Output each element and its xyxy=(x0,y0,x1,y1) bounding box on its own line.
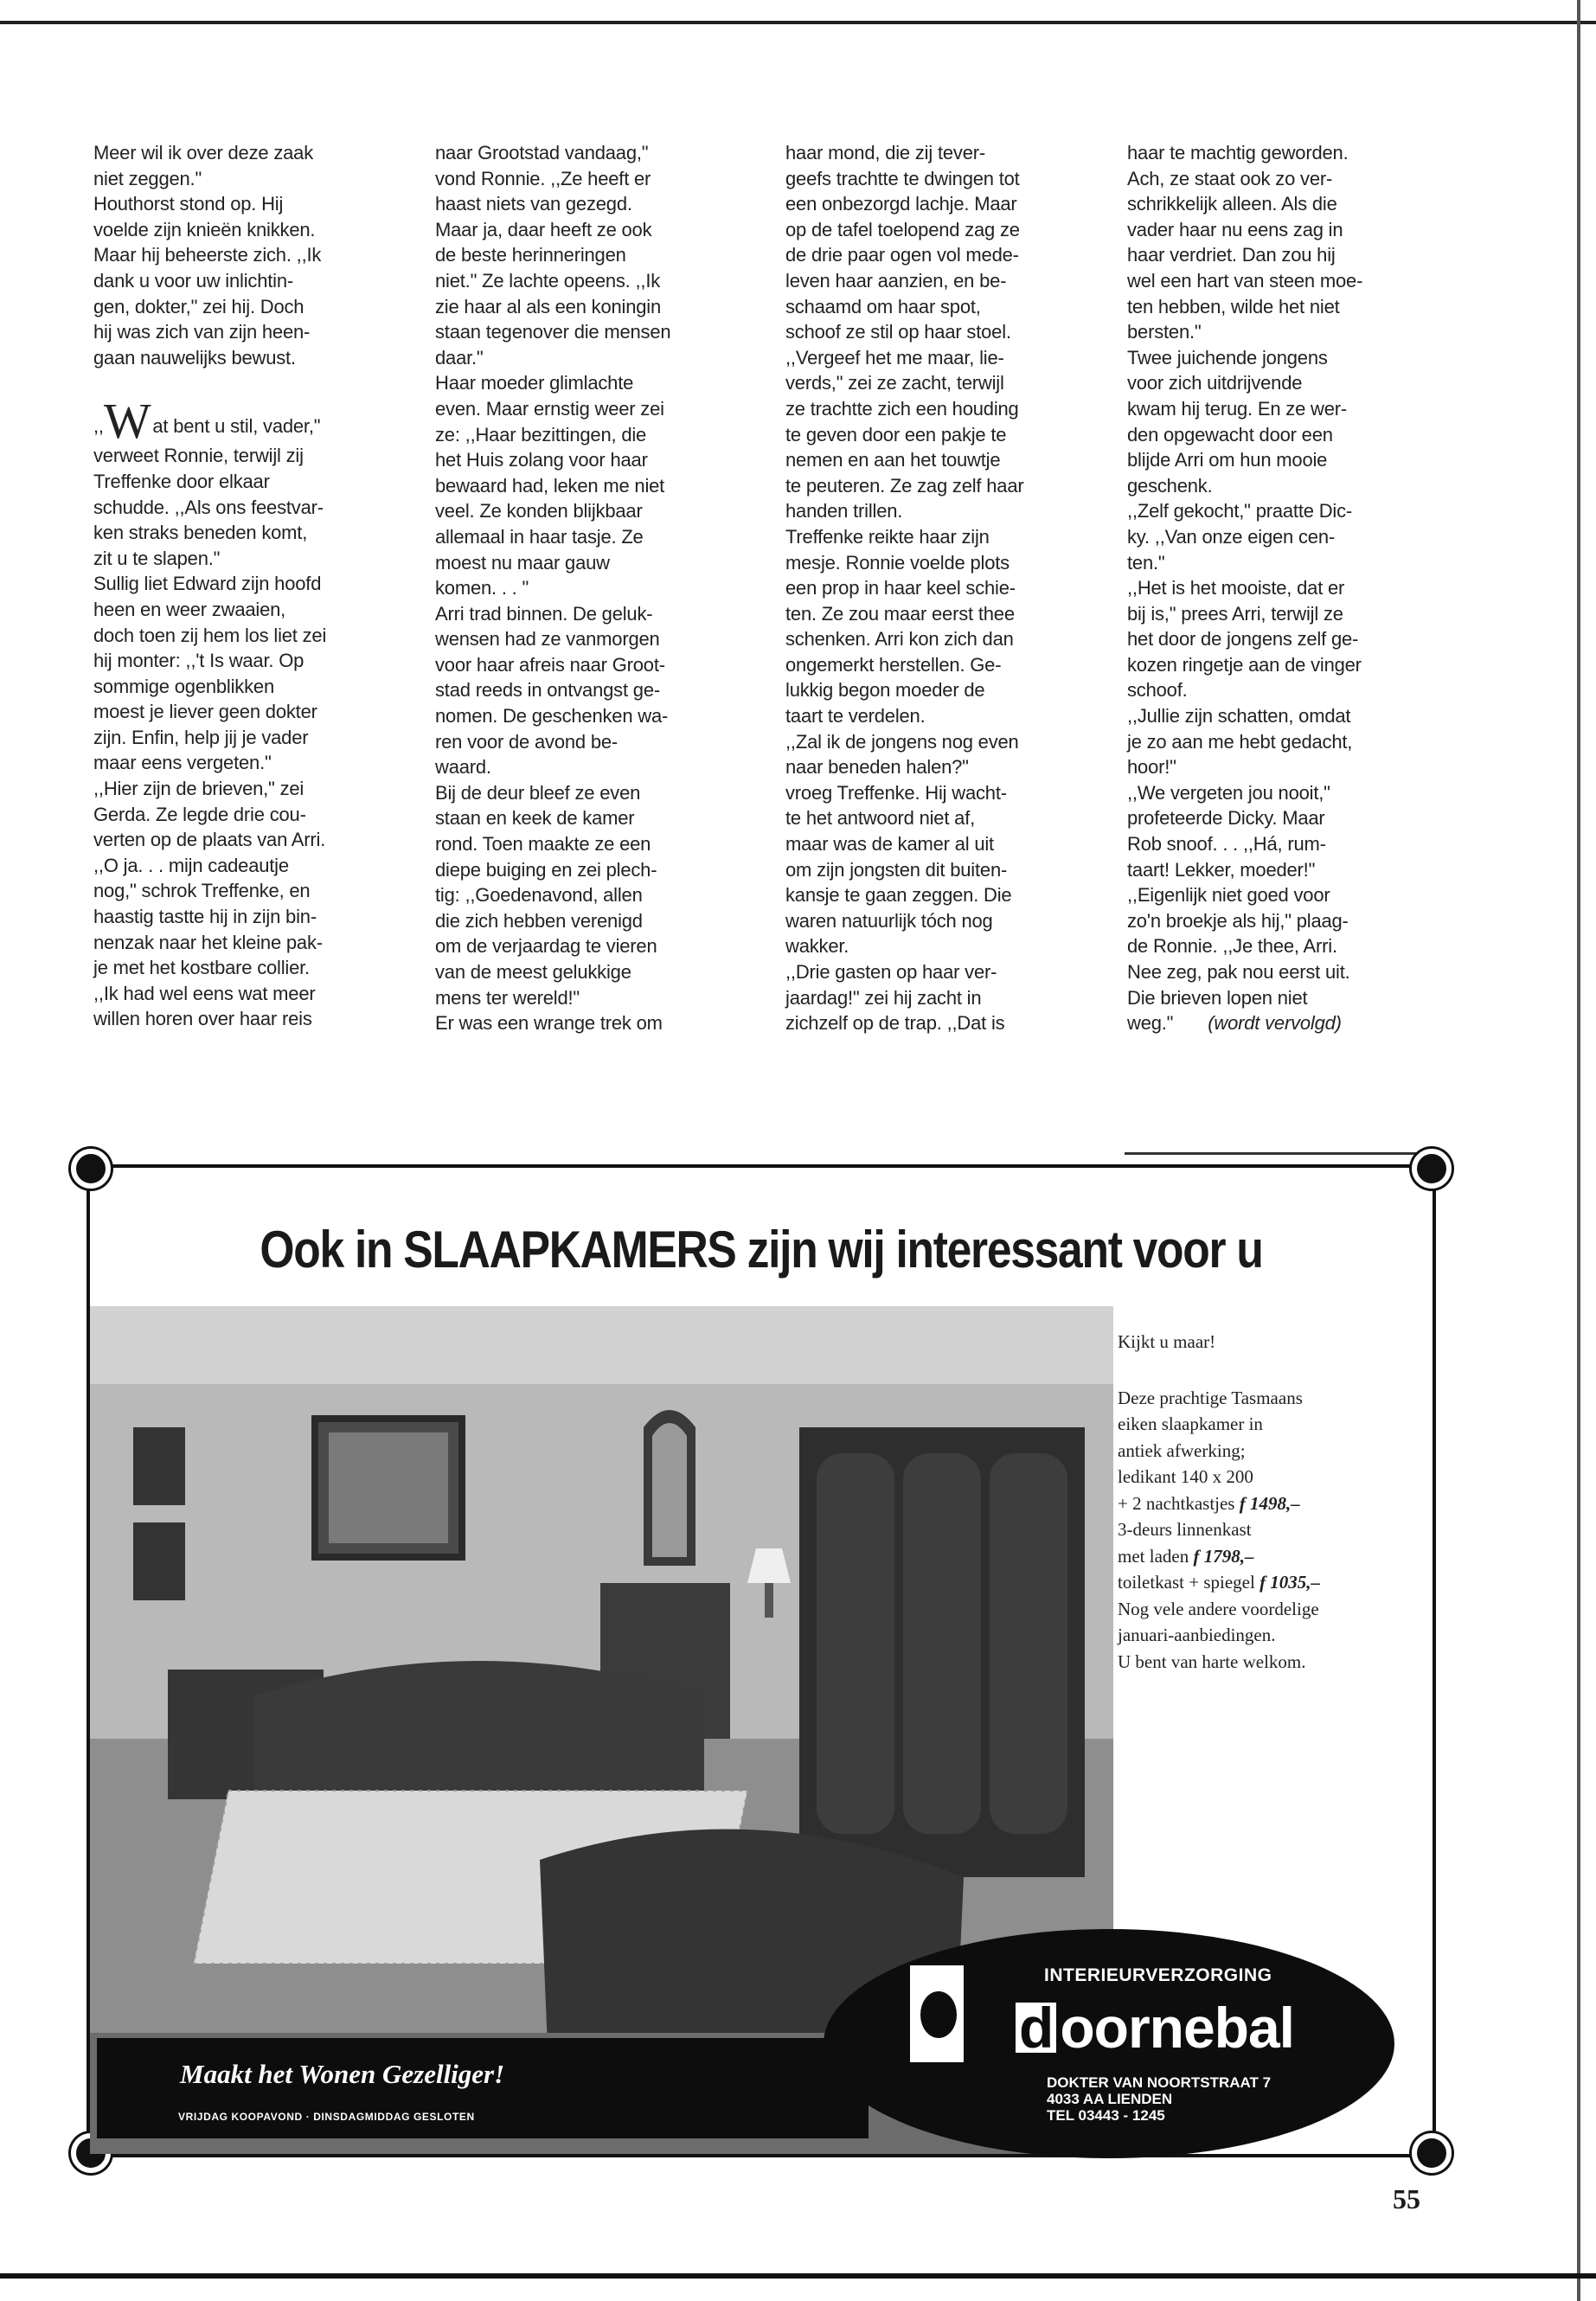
text-line: verds," zei ze zacht, terwijl xyxy=(785,372,1004,394)
corner-ornament xyxy=(71,1149,111,1189)
text-line: Sullig liet Edward zijn hoofd xyxy=(93,573,322,595)
description-text: 3-deurs linnenkast xyxy=(1118,1519,1252,1540)
text-line: even. Maar ernstig weer zei xyxy=(435,397,664,420)
text-line: ,,Jullie zijn schatten, omdat xyxy=(1127,705,1351,727)
logo-address xyxy=(1047,2074,1271,2124)
text-line: Arri trad binnen. De geluk- xyxy=(435,602,653,625)
text-line: geefs trachtte te dwingen tot xyxy=(785,167,1020,189)
text-line: niet zeggen." xyxy=(93,167,202,189)
text-line: staan en keek de kamer xyxy=(435,807,635,830)
description-line xyxy=(1118,1622,1420,1649)
description-text: ledikant 140 x 200 xyxy=(1118,1466,1253,1487)
text-line: haar mond, die zij tever- xyxy=(785,142,985,163)
text-line: kwam hij terug. En ze wer- xyxy=(1127,397,1347,420)
text-line: ,,Ik had wel eens wat meer xyxy=(93,982,316,1004)
text-line: mens ter wereld!" xyxy=(435,986,580,1009)
text-line: Treffenke door elkaar xyxy=(93,470,270,492)
article-end-rule xyxy=(1125,1152,1427,1155)
dropcap-letter: W xyxy=(103,393,151,450)
text-line: bij is," prees Arri, terwijl ze xyxy=(1127,602,1343,625)
text-line: verweet Ronnie, terwijl zij xyxy=(93,445,304,467)
description-text: toiletkast + spiegel xyxy=(1118,1572,1260,1593)
text-line: rond. Toen maakte ze een xyxy=(435,833,651,856)
text-line: bewaard had, leken me niet xyxy=(435,474,665,497)
right-edge-rule xyxy=(1577,0,1580,2301)
text-line: naar beneden halen?" xyxy=(785,756,969,779)
description-line xyxy=(1118,1569,1420,1596)
text-line: moest nu maar gauw xyxy=(435,551,610,574)
text-line: profeteerde Dicky. Maar xyxy=(1127,807,1325,830)
logo-mark xyxy=(910,1965,1007,2062)
text-line: ten hebben, wilde het niet xyxy=(1127,295,1340,317)
text-line: waren natuurlijk tóch nog xyxy=(785,909,993,932)
text-line: Twee juichende jongens xyxy=(1127,346,1328,369)
text-line: ,,We vergeten jou nooit," xyxy=(1127,781,1330,804)
article-column-4 xyxy=(1127,140,1449,1036)
text-line: om de verjaardag te vieren xyxy=(435,935,657,958)
text-line: Houthorst stond op. Hij xyxy=(93,193,284,215)
description-text: eiken slaapkamer in xyxy=(1118,1413,1263,1434)
text-line: het door de jongens zelf ge- xyxy=(1127,628,1359,651)
article-column-2 xyxy=(435,140,757,1036)
text-line: haast niets van gezegd. xyxy=(435,193,632,215)
slogan-banner xyxy=(97,2038,869,2138)
article-last-line xyxy=(1127,1010,1449,1036)
ad-intro: Kijkt u maar! xyxy=(1118,1331,1216,1352)
text-line: ,,Vergeef het me maar, lie- xyxy=(785,346,1004,369)
text-line: vroeg Treffenke. Hij wacht- xyxy=(785,781,1007,804)
text-line: sommige ogenblikken xyxy=(93,675,274,697)
ad-description xyxy=(1118,1329,1420,1675)
corner-ornament xyxy=(1412,1149,1452,1189)
text-line: te peuteren. Ze zag zelf haar xyxy=(785,474,1024,497)
text-line: Ach, ze staat ook zo ver- xyxy=(1127,167,1333,189)
text-line: allemaal in haar tasje. Ze xyxy=(435,525,644,548)
description-line xyxy=(1118,1490,1420,1517)
text-line: handen trillen. xyxy=(785,500,903,522)
text-line: ken straks beneden komt, xyxy=(93,522,308,544)
text-line: die zich hebben verenigd xyxy=(435,909,643,932)
text-line: blijde Arri om hun mooie xyxy=(1127,449,1328,471)
text-line: maar eens vergeten." xyxy=(93,752,272,774)
text-line: doch toen zij hem los liet zei xyxy=(93,624,327,646)
logo-name-rest: oornebal xyxy=(1060,1996,1295,2060)
description-text: Nog vele andere voordelige xyxy=(1118,1598,1319,1619)
description-text: Deze prachtige Tasmaans xyxy=(1118,1387,1303,1408)
text-line: Bij de deur bleef ze even xyxy=(435,781,641,804)
top-rule xyxy=(0,21,1596,24)
text-line: kansje te gaan zeggen. Die xyxy=(785,884,1012,907)
text-line: Maar ja, daar heeft ze ook xyxy=(435,218,652,240)
text-line: Er was een wrange trek om xyxy=(435,1012,663,1035)
text-line: hoor!" xyxy=(1127,756,1176,779)
corner-ornament xyxy=(1412,2133,1452,2173)
text-line: haastig tastte hij in zijn bin- xyxy=(93,906,317,928)
text-line: nenzak naar het kleine pak- xyxy=(93,931,323,953)
article-column-3 xyxy=(785,140,1107,1036)
text-line: maar was de kamer al uit xyxy=(785,833,994,856)
text-line: gen, dokter," zei hij. Doch xyxy=(93,295,304,317)
description-text: met laden xyxy=(1118,1545,1194,1567)
text-line: ,,Zal ik de jongens nog even xyxy=(785,730,1019,753)
text-line: tig: ,,Goedenavond, allen xyxy=(435,884,643,907)
text-line: de Ronnie. ,,Je thee, Arri. xyxy=(1127,935,1337,958)
text-line: ,,Drie gasten op haar ver- xyxy=(785,961,997,983)
text-line: de drie paar ogen vol mede- xyxy=(785,244,1019,266)
text-line: heen en weer zwaaien, xyxy=(93,598,286,620)
text-line: geschenk. xyxy=(1127,474,1213,497)
article-body xyxy=(93,140,1439,1135)
text-line: haar te machtig geworden. xyxy=(1127,142,1349,163)
description-text: januari-aanbiedingen. xyxy=(1118,1625,1276,1645)
description-line xyxy=(1118,1516,1420,1543)
text-line: schoof. xyxy=(1127,679,1188,702)
description-line xyxy=(1118,1411,1420,1438)
text-line: den opgewacht door een xyxy=(1127,423,1333,445)
description-text: U bent van harte welkom. xyxy=(1118,1650,1306,1672)
text-line: nog," schrok Treffenke, en xyxy=(93,880,311,902)
opening-hours: VRIJDAG KOOPAVOND · DINSDAGMIDDAG GESLOTEN xyxy=(178,2111,475,2123)
text-line: gaan nauwelijks bewust. xyxy=(93,346,296,369)
text-line: hij monter: ,,'t Is waar. Op xyxy=(93,650,304,672)
price: f 1798,– xyxy=(1193,1545,1254,1567)
continued-note: (wordt vervolgd) xyxy=(1208,1012,1342,1035)
text-line: schrikkelijk alleen. Als die xyxy=(1127,193,1337,215)
text-line: mesje. Ronnie voelde plots xyxy=(785,551,1010,574)
text-line: schaamd om haar spot, xyxy=(785,295,981,317)
dropcap-line xyxy=(93,393,415,450)
text-line: diepe buiging en zei plech- xyxy=(435,858,657,881)
text-line: te geven door een pakje te xyxy=(785,423,1007,445)
text-line: zichzelf op de trap. ,,Dat is xyxy=(785,1012,1005,1035)
description-text: antiek afwerking; xyxy=(1118,1439,1246,1461)
dropcap-rest: at bent u stil, vader," xyxy=(152,415,321,438)
text-line: veel. Ze konden blijkbaar xyxy=(435,500,643,522)
text-line: wensen had ze vanmorgen xyxy=(435,628,660,651)
text-line: op de tafel toelopend zag ze xyxy=(785,218,1020,240)
text-line: lukkig begon moeder de xyxy=(785,679,985,702)
text-line: van de meest gelukkige xyxy=(435,961,631,983)
text-line: zo'n broekje als hij," plaag- xyxy=(1127,909,1349,932)
text-line: komen. . . " xyxy=(435,577,529,599)
description-text: + 2 nachtkastjes xyxy=(1118,1492,1240,1514)
text-line: schoof ze stil op haar stoel. xyxy=(785,321,1011,343)
text-line: waard. xyxy=(435,756,491,779)
text-line: Meer wil ik over deze zaak xyxy=(93,142,314,163)
text-line: verten op de plaats van Arri. xyxy=(93,829,326,851)
text-line: een prop in haar keel schie- xyxy=(785,577,1016,599)
address-phone: TEL 03443 - 1245 xyxy=(1047,2107,1165,2124)
text-line: zijn. Enfin, help jij je vader xyxy=(93,726,309,748)
description-line xyxy=(1118,1543,1420,1570)
text-line: ky. ,,Van onze eigen cen- xyxy=(1127,525,1335,548)
text-line: wel een hart van steen moe- xyxy=(1127,269,1363,292)
text-line: staan tegenover die mensen xyxy=(435,321,671,343)
bottom-rule xyxy=(0,2273,1596,2279)
text-line: ten. Ze zou maar eerst thee xyxy=(785,602,1015,625)
text-line: ,,Hier zijn de brieven," zei xyxy=(93,778,304,800)
logo-initial: d xyxy=(1016,2003,1056,2053)
text-line: wakker. xyxy=(785,935,849,958)
text-line: Treffenke reikte haar zijn xyxy=(785,525,990,548)
page-number: 55 xyxy=(1393,2183,1420,2214)
text-line: Die brieven lopen niet xyxy=(1127,986,1308,1009)
text-line: naar Grootstad vandaag," xyxy=(435,142,649,163)
text-line: de beste herinneringen xyxy=(435,244,626,266)
description-line xyxy=(1118,1385,1420,1412)
price: f 1498,– xyxy=(1239,1492,1300,1514)
doornebal-logo xyxy=(824,1929,1394,2158)
text-line: nemen en aan het touwtje xyxy=(785,449,1001,471)
dropcap-quote: ,, xyxy=(93,415,104,438)
ad-headline: Ook in SLAAPKAMERS zijn wij interessant voor u xyxy=(260,1221,1263,1279)
text-line: taart! Lekker, moeder!" xyxy=(1127,858,1316,881)
text-line: schenken. Arri kon zich dan xyxy=(785,628,1014,651)
text-line: kozen ringetje aan de vinger xyxy=(1127,653,1362,676)
text-line: hij was zich van zijn heen- xyxy=(93,321,311,343)
text-line: ze: ,,Haar bezittingen, die xyxy=(435,423,647,445)
text-line: taart te verdelen. xyxy=(785,705,926,727)
text-line: Gerda. Ze legde drie cou- xyxy=(93,803,306,825)
description-line xyxy=(1118,1464,1420,1490)
text-line: te het antwoord niet af, xyxy=(785,807,976,830)
text-line: haar verdriet. Dan zou hij xyxy=(1127,244,1336,266)
price: f 1035,– xyxy=(1259,1572,1321,1593)
text-line: ren voor de avond be- xyxy=(435,730,619,753)
article-column-1 xyxy=(93,140,415,1032)
text-line: ,,Eigenlijk niet goed voor xyxy=(1127,884,1330,907)
text-line: ten." xyxy=(1127,551,1165,574)
text-line: vond Ronnie. ,,Ze heeft er xyxy=(435,167,651,189)
text-line: voor haar afreis naar Groot- xyxy=(435,653,665,676)
text-line: het Huis zolang voor haar xyxy=(435,449,648,471)
text-line: ze trachtte zich een houding xyxy=(785,397,1019,420)
text-line: stad reeds in ontvangst ge- xyxy=(435,679,660,702)
text-line: nomen. De geschenken wa- xyxy=(435,705,669,727)
text-line: ,,Het is het mooiste, dat er xyxy=(1127,577,1345,599)
description-line xyxy=(1118,1649,1420,1676)
text-line: Rob snoof. . . ,,Há, rum- xyxy=(1127,833,1326,856)
text-line: zit u te slapen." xyxy=(93,547,221,569)
logo-company-name xyxy=(1016,1995,1294,2061)
text-line: je zo aan me hebt gedacht, xyxy=(1127,730,1353,753)
description-line xyxy=(1118,1596,1420,1623)
address-city: 4033 AA LIENDEN xyxy=(1047,2091,1173,2107)
text-line: vader haar nu eens zag in xyxy=(1127,218,1343,240)
address-street: DOKTER VAN NOORTSTRAAT 7 xyxy=(1047,2074,1272,2091)
text-line: Haar moeder glimlachte xyxy=(435,372,634,394)
text-line: moest je liever geen dokter xyxy=(93,701,317,723)
logo-subtitle: INTERIEURVERZORGING xyxy=(1044,1965,1272,1985)
text-line: willen horen over haar reis xyxy=(93,1008,312,1030)
text-line: Maar hij beheerste zich. ,,Ik xyxy=(93,244,322,266)
text-line: ,,O ja. . . mijn cadeautje xyxy=(93,854,289,876)
text-line: niet." Ze lachte opeens. ,,Ik xyxy=(435,269,661,292)
text-line: ,,Zelf gekocht," praatte Dic- xyxy=(1127,500,1353,522)
text-line: dank u voor uw inlichtin- xyxy=(93,269,294,292)
text-line: schudde. ,,Als ons feestvar- xyxy=(93,496,324,518)
text-line: voor zich uitdrijvende xyxy=(1127,372,1303,394)
description-line xyxy=(1118,1438,1420,1465)
doornebal-advertisement xyxy=(87,1164,1436,2157)
text-line: daar." xyxy=(435,346,484,369)
ad-slogan: Maakt het Wonen Gezelliger! xyxy=(180,2059,505,2089)
text-line: een onbezorgd lachje. Maar xyxy=(785,193,1017,215)
text-line: bersten." xyxy=(1127,321,1202,343)
text-line: je met het kostbare collier. xyxy=(93,957,310,979)
text-line: zie haar al als een koningin xyxy=(435,295,662,317)
text-line: ongemerkt herstellen. Ge- xyxy=(785,653,1002,676)
text-line: om zijn jongsten dit buiten- xyxy=(785,858,1008,881)
text-line: jaardag!" zei hij zacht in xyxy=(785,986,982,1009)
text-line: voelde zijn knieën knikken. xyxy=(93,218,316,240)
last-line-text: weg." xyxy=(1127,1012,1174,1035)
text-line: leven haar aanzien, en be- xyxy=(785,269,1007,292)
text-line: Nee zeg, pak nou eerst uit. xyxy=(1127,961,1350,983)
